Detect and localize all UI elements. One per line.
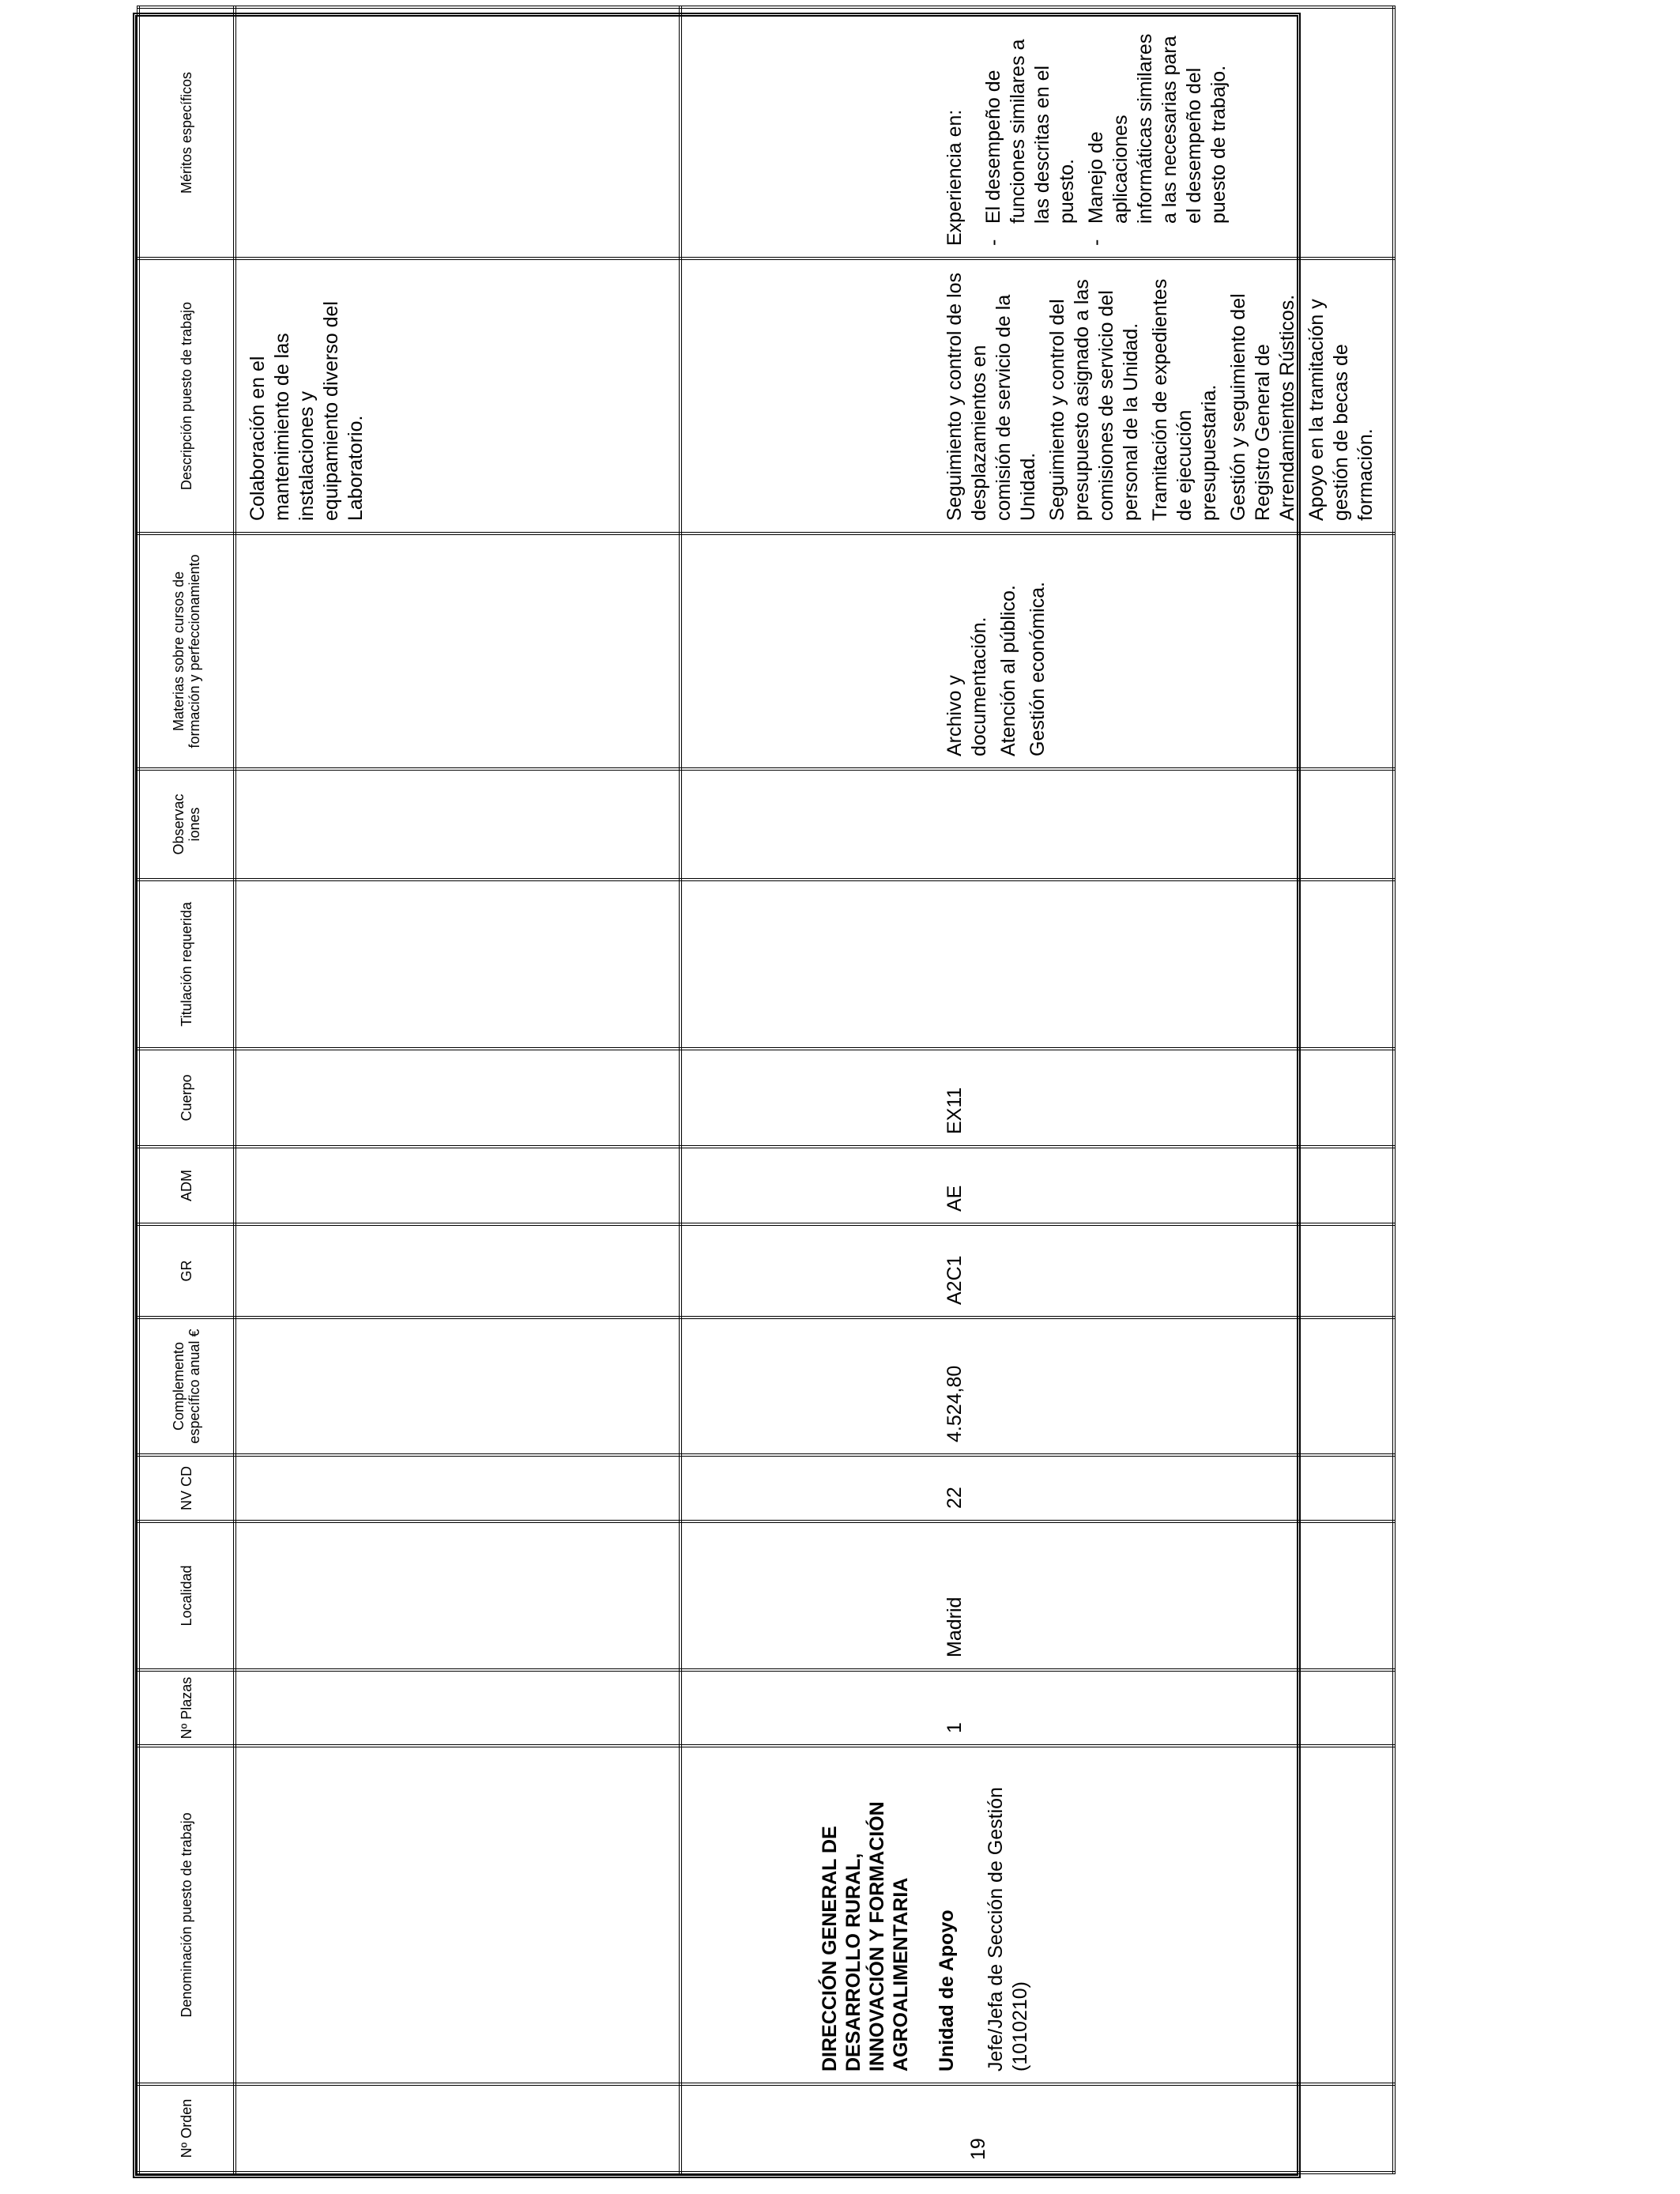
- header-plazas: Nº Plazas: [138, 1670, 235, 1746]
- bullet-dash: -: [982, 239, 1004, 246]
- descripcion-item: Gestión y seguimiento del Registro General de Arrendamientos Rústicos.: [1227, 293, 1298, 521]
- section-title: DIRECCIÓN GENERAL DE DESARROLLO RURAL, INNOVACIÓN Y FORMACIÓN AGROALIMENTARIA: [819, 1801, 912, 2071]
- header-descripcion: Descripción puesto de trabajo: [138, 258, 235, 533]
- denominacion-cell: [680, 1746, 1394, 2084]
- table-row: [235, 7, 680, 2173]
- orden-cell: [680, 2084, 1394, 2173]
- header-nivel: NV CD: [138, 1455, 235, 1521]
- table-row: [680, 7, 1394, 2173]
- denominacion-value: Jefe/Jefa de Sección de Gestión (1010210): [985, 1787, 1031, 2071]
- materia-item: Archivo y documentación.: [944, 616, 990, 756]
- meritos-title: Experiencia en:: [944, 109, 966, 246]
- nivel-cell: [680, 1455, 1394, 1521]
- nivel-value: 22: [944, 1487, 966, 1509]
- header-observaciones: Observac iones: [138, 769, 235, 880]
- header-adm: ADM: [138, 1147, 235, 1224]
- descripcion-item: Seguimiento y control del presupuesto asignado a las comisiones de servicio del personal de la Unidad.: [1046, 279, 1142, 521]
- job-positions-table: [133, 13, 1377, 2178]
- header-grupo: GR: [138, 1224, 235, 1318]
- adm-value: AE: [944, 1185, 966, 1212]
- header-orden: Nº Orden: [138, 2084, 235, 2173]
- header-complemento: Complemento específico anual €: [138, 1318, 235, 1455]
- materias-cell: [680, 533, 1394, 769]
- meritos-cell: [680, 7, 1394, 258]
- unit-title: Unidad de Apoyo: [936, 1909, 958, 2071]
- plazas-value: 1: [944, 1722, 966, 1733]
- materia-item: Gestión económica.: [1026, 582, 1049, 756]
- orden-value: 19: [967, 2138, 989, 2160]
- header-localidad: Localidad: [138, 1521, 235, 1670]
- header-denominacion: Denominación puesto de trabajo: [138, 1746, 235, 2084]
- merito-item: [981, 20, 1079, 246]
- header-row: [138, 7, 235, 2173]
- header-materias: Materias sobre cursos de formación y perfeccionamiento: [138, 533, 235, 769]
- plazas-cell: [680, 1670, 1394, 1746]
- localidad-cell: [680, 1521, 1394, 1670]
- descripcion-item: Seguimiento y control de los desplazamientos en comisión de servicio de la Unidad.: [944, 272, 1039, 521]
- header-meritos: Méritos específicos: [138, 7, 235, 258]
- merito-text: Manejo de aplicaciones informáticas similares a las necesarias para el desempeño del puesto de trabajo.: [1085, 33, 1230, 224]
- complemento-cell: [680, 1318, 1394, 1455]
- descripcion-cell: [235, 258, 680, 533]
- descripcion-text: Colaboración en el mantenimiento de las instalaciones y equipamiento diverso del Laboratorio.: [247, 301, 367, 521]
- cuerpo-cell: [680, 1049, 1394, 1147]
- merito-item: [1084, 20, 1231, 246]
- descripcion-item: Apoyo en la tramitación y gestión de becas de formación.: [1305, 299, 1377, 521]
- materia-item: Atención al público.: [997, 585, 1019, 756]
- grupo-value: A2C1: [944, 1255, 966, 1305]
- merito-text: El desempeño de funciones similares a las descritas en el puesto.: [982, 39, 1078, 224]
- grupo-cell: [680, 1224, 1394, 1318]
- header-cuerpo: Cuerpo: [138, 1049, 235, 1147]
- header-titulacion: Titulación requerida: [138, 880, 235, 1049]
- localidad-value: Madrid: [944, 1596, 966, 1657]
- descripcion-cell: [680, 258, 1394, 533]
- adm-cell: [680, 1147, 1394, 1224]
- cuerpo-value: EX11: [944, 1087, 966, 1134]
- bullet-dash: -: [1085, 239, 1107, 246]
- complemento-value: 4.524,80: [944, 1365, 966, 1442]
- descripcion-item: Tramitación de expedientes de ejecución presupuestaria.: [1149, 278, 1220, 521]
